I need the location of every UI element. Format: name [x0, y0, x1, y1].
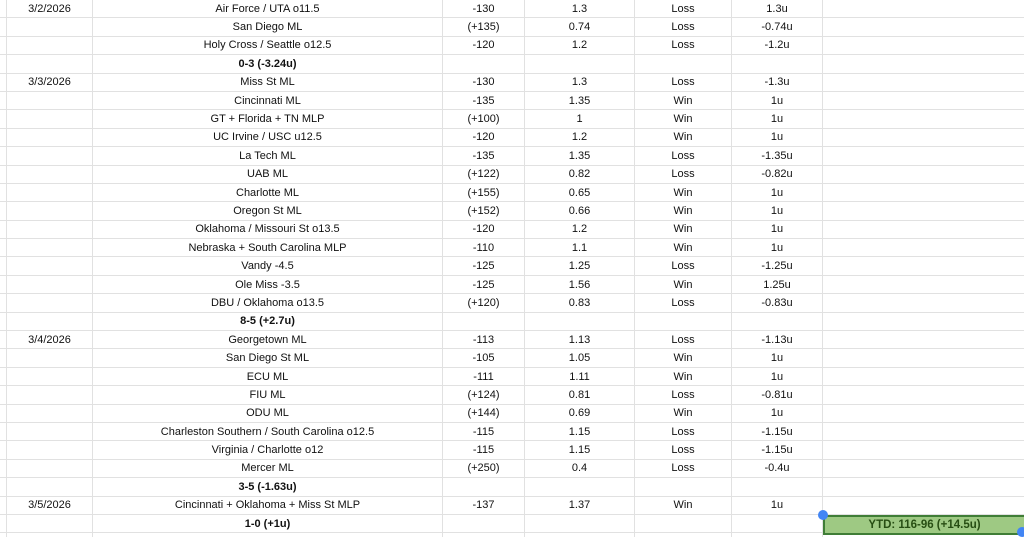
- risk-units-cell[interactable]: 1.13: [525, 331, 635, 349]
- empty-cell[interactable]: [0, 276, 7, 294]
- risk-units-cell[interactable]: 1.37: [525, 497, 635, 515]
- result-cell[interactable]: Win: [635, 202, 732, 220]
- bet-cell[interactable]: Virginia / Charlotte o12: [93, 441, 443, 459]
- odds-cell[interactable]: -111: [443, 368, 525, 386]
- net-units-cell[interactable]: -1.25u: [732, 257, 823, 275]
- empty-cell[interactable]: [823, 313, 1024, 331]
- odds-cell[interactable]: -135: [443, 147, 525, 165]
- odds-cell[interactable]: -135: [443, 92, 525, 110]
- result-cell[interactable]: Loss: [635, 294, 732, 312]
- result-cell[interactable]: Win: [635, 110, 732, 128]
- result-cell[interactable]: Win: [635, 92, 732, 110]
- date-cell[interactable]: [7, 92, 93, 110]
- empty-cell[interactable]: [0, 441, 7, 459]
- result-cell[interactable]: Win: [635, 276, 732, 294]
- bet-cell[interactable]: Holy Cross / Seattle o12.5: [93, 37, 443, 55]
- bet-cell[interactable]: Ole Miss -3.5: [93, 276, 443, 294]
- bet-cell[interactable]: ODU ML: [93, 405, 443, 423]
- empty-cell[interactable]: [0, 110, 7, 128]
- odds-cell[interactable]: (+122): [443, 166, 525, 184]
- sheet-row: [0, 423, 1024, 441]
- empty-cell[interactable]: [823, 497, 1024, 515]
- date-cell[interactable]: [7, 239, 93, 257]
- bet-cell[interactable]: Georgetown ML: [93, 331, 443, 349]
- result-cell[interactable]: Loss: [635, 147, 732, 165]
- bet-cell[interactable]: Oregon St ML: [93, 202, 443, 220]
- risk-units-cell[interactable]: 1.35: [525, 147, 635, 165]
- sheet-row: [0, 37, 1024, 55]
- day-summary-cell[interactable]: 3-5 (-1.63u): [93, 478, 443, 496]
- empty-cell[interactable]: [823, 202, 1024, 220]
- empty-cell[interactable]: [823, 276, 1024, 294]
- empty-cell[interactable]: [823, 221, 1024, 239]
- bet-cell[interactable]: Cincinnati ML: [93, 92, 443, 110]
- empty-cell[interactable]: [0, 74, 7, 92]
- empty-cell[interactable]: [0, 92, 7, 110]
- result-cell[interactable]: Loss: [635, 18, 732, 36]
- empty-cell[interactable]: [823, 74, 1024, 92]
- sheet-row: [0, 497, 1024, 515]
- date-cell[interactable]: [7, 147, 93, 165]
- empty-cell[interactable]: [0, 294, 7, 312]
- sheet-row: [0, 313, 1024, 331]
- risk-units-cell[interactable]: 0.66: [525, 202, 635, 220]
- empty-cell[interactable]: [0, 386, 7, 404]
- bet-cell[interactable]: ECU ML: [93, 368, 443, 386]
- bet-cell[interactable]: Miss St ML: [93, 74, 443, 92]
- date-cell[interactable]: [7, 368, 93, 386]
- empty-cell[interactable]: [823, 386, 1024, 404]
- odds-cell[interactable]: (+144): [443, 405, 525, 423]
- date-cell[interactable]: [7, 37, 93, 55]
- net-units-cell[interactable]: 1u: [732, 368, 823, 386]
- empty-cell[interactable]: [732, 515, 823, 533]
- empty-cell[interactable]: [525, 478, 635, 496]
- risk-units-cell[interactable]: 0.83: [525, 294, 635, 312]
- empty-cell[interactable]: [443, 515, 525, 533]
- odds-cell[interactable]: -125: [443, 257, 525, 275]
- date-cell[interactable]: [7, 405, 93, 423]
- result-cell[interactable]: Loss: [635, 0, 732, 18]
- empty-cell[interactable]: [823, 129, 1024, 147]
- empty-cell[interactable]: [443, 478, 525, 496]
- sheet-row: [0, 441, 1024, 459]
- empty-cell[interactable]: [823, 349, 1024, 367]
- empty-cell[interactable]: [0, 497, 7, 515]
- sheet-row: [0, 55, 1024, 73]
- odds-cell[interactable]: -137: [443, 497, 525, 515]
- risk-units-cell[interactable]: 1.05: [525, 349, 635, 367]
- empty-cell[interactable]: [823, 294, 1024, 312]
- empty-cell[interactable]: [732, 478, 823, 496]
- net-units-cell[interactable]: 1u: [732, 497, 823, 515]
- empty-cell[interactable]: [7, 515, 93, 533]
- sheet-row: [0, 110, 1024, 128]
- odds-cell[interactable]: (+100): [443, 110, 525, 128]
- net-units-cell[interactable]: 1u: [732, 405, 823, 423]
- sheet-row: [0, 368, 1024, 386]
- empty-cell[interactable]: [823, 18, 1024, 36]
- empty-cell[interactable]: [823, 37, 1024, 55]
- bet-cell[interactable]: Oklahoma / Missouri St o13.5: [93, 221, 443, 239]
- date-cell[interactable]: [7, 276, 93, 294]
- risk-units-cell[interactable]: 1.15: [525, 423, 635, 441]
- risk-units-cell[interactable]: 0.69: [525, 405, 635, 423]
- empty-cell[interactable]: [7, 55, 93, 73]
- result-cell[interactable]: Loss: [635, 74, 732, 92]
- empty-cell[interactable]: [525, 55, 635, 73]
- empty-cell[interactable]: [443, 55, 525, 73]
- empty-cell[interactable]: [823, 147, 1024, 165]
- risk-units-cell[interactable]: 1.3: [525, 0, 635, 18]
- empty-cell[interactable]: [7, 478, 93, 496]
- net-units-cell[interactable]: -0.81u: [732, 386, 823, 404]
- result-cell[interactable]: Win: [635, 129, 732, 147]
- net-units-cell[interactable]: 1u: [732, 129, 823, 147]
- net-units-cell[interactable]: 1u: [732, 202, 823, 220]
- bet-cell[interactable]: Charleston Southern / South Carolina o12.5: [93, 423, 443, 441]
- result-cell[interactable]: Win: [635, 239, 732, 257]
- sheet-row: [0, 0, 1024, 18]
- sheet-row: [0, 221, 1024, 239]
- day-summary-cell[interactable]: 8-5 (+2.7u): [93, 313, 443, 331]
- empty-cell[interactable]: [0, 423, 7, 441]
- bet-cell[interactable]: GT + Florida + TN MLP: [93, 110, 443, 128]
- bet-cell[interactable]: Nebraska + South Carolina MLP: [93, 239, 443, 257]
- risk-units-cell[interactable]: 0.74: [525, 18, 635, 36]
- date-cell[interactable]: [7, 184, 93, 202]
- empty-cell[interactable]: [443, 313, 525, 331]
- empty-cell[interactable]: [0, 257, 7, 275]
- empty-cell[interactable]: [0, 368, 7, 386]
- empty-cell[interactable]: [525, 515, 635, 533]
- sheet-row: [0, 349, 1024, 367]
- net-units-cell[interactable]: -1.3u: [732, 74, 823, 92]
- date-cell[interactable]: 3/3/2026: [7, 74, 93, 92]
- empty-cell[interactable]: [7, 533, 93, 537]
- risk-units-cell[interactable]: 0.4: [525, 460, 635, 478]
- empty-cell[interactable]: [823, 92, 1024, 110]
- date-cell[interactable]: 3/2/2026: [7, 0, 93, 18]
- empty-cell[interactable]: [635, 478, 732, 496]
- net-units-cell[interactable]: -0.74u: [732, 18, 823, 36]
- odds-cell[interactable]: (+120): [443, 294, 525, 312]
- sheet-row: [0, 294, 1024, 312]
- empty-cell[interactable]: [0, 184, 7, 202]
- sheet-row: [0, 331, 1024, 349]
- sheet-row: [0, 166, 1024, 184]
- sheet-row: [0, 147, 1024, 165]
- date-cell[interactable]: [7, 386, 93, 404]
- empty-cell[interactable]: [0, 166, 7, 184]
- date-cell[interactable]: [7, 257, 93, 275]
- net-units-cell[interactable]: -1.15u: [732, 441, 823, 459]
- empty-cell[interactable]: [823, 184, 1024, 202]
- empty-cell[interactable]: [732, 55, 823, 73]
- bet-cell[interactable]: DBU / Oklahoma o13.5: [93, 294, 443, 312]
- odds-cell[interactable]: (+155): [443, 184, 525, 202]
- risk-units-cell[interactable]: 1.35: [525, 92, 635, 110]
- result-cell[interactable]: Loss: [635, 423, 732, 441]
- empty-cell[interactable]: [823, 460, 1024, 478]
- net-units-cell[interactable]: 1u: [732, 92, 823, 110]
- odds-cell[interactable]: -115: [443, 441, 525, 459]
- ytd-summary-cell[interactable]: YTD: 116-96 (+14.5u): [823, 515, 1024, 534]
- result-cell[interactable]: Win: [635, 184, 732, 202]
- risk-units-cell[interactable]: 1.2: [525, 37, 635, 55]
- empty-cell[interactable]: [7, 313, 93, 331]
- empty-cell[interactable]: [823, 166, 1024, 184]
- result-cell[interactable]: Win: [635, 405, 732, 423]
- empty-cell[interactable]: [732, 313, 823, 331]
- sheet-row: [0, 478, 1024, 496]
- empty-cell[interactable]: [0, 147, 7, 165]
- empty-cell[interactable]: [823, 110, 1024, 128]
- net-units-cell[interactable]: -0.82u: [732, 166, 823, 184]
- odds-cell[interactable]: (+152): [443, 202, 525, 220]
- date-cell[interactable]: [7, 349, 93, 367]
- selection-handle-bottom-right-icon[interactable]: [1017, 527, 1024, 537]
- empty-cell[interactable]: [823, 478, 1024, 496]
- odds-cell[interactable]: (+250): [443, 460, 525, 478]
- odds-cell[interactable]: -120: [443, 37, 525, 55]
- risk-units-cell[interactable]: 1.2: [525, 129, 635, 147]
- sheet-row: [0, 184, 1024, 202]
- date-cell[interactable]: [7, 460, 93, 478]
- odds-cell[interactable]: (+135): [443, 18, 525, 36]
- bet-cell[interactable]: FIU ML: [93, 386, 443, 404]
- risk-units-cell[interactable]: 1.1: [525, 239, 635, 257]
- empty-cell[interactable]: [0, 331, 7, 349]
- risk-units-cell[interactable]: 1.25: [525, 257, 635, 275]
- risk-units-cell[interactable]: 0.81: [525, 386, 635, 404]
- result-cell[interactable]: Loss: [635, 257, 732, 275]
- date-cell[interactable]: [7, 294, 93, 312]
- date-cell[interactable]: [7, 110, 93, 128]
- odds-cell[interactable]: -113: [443, 331, 525, 349]
- day-summary-cell[interactable]: 0-3 (-3.24u): [93, 55, 443, 73]
- date-cell[interactable]: [7, 221, 93, 239]
- risk-units-cell[interactable]: 0.65: [525, 184, 635, 202]
- odds-cell[interactable]: -130: [443, 74, 525, 92]
- date-cell[interactable]: 3/4/2026: [7, 331, 93, 349]
- empty-cell[interactable]: [823, 55, 1024, 73]
- result-cell[interactable]: Win: [635, 349, 732, 367]
- sheet-row: [0, 386, 1024, 404]
- empty-cell[interactable]: [823, 405, 1024, 423]
- date-cell[interactable]: [7, 423, 93, 441]
- result-cell[interactable]: Loss: [635, 37, 732, 55]
- risk-units-cell[interactable]: 1.11: [525, 368, 635, 386]
- risk-units-cell[interactable]: 1.3: [525, 74, 635, 92]
- empty-cell[interactable]: [635, 515, 732, 533]
- result-cell[interactable]: Win: [635, 368, 732, 386]
- sheet-row: [0, 257, 1024, 275]
- net-units-cell[interactable]: 1.3u: [732, 0, 823, 18]
- empty-cell[interactable]: [823, 368, 1024, 386]
- empty-cell[interactable]: [0, 18, 7, 36]
- bet-cell[interactable]: San Diego St ML: [93, 349, 443, 367]
- day-summary-cell[interactable]: [93, 533, 443, 537]
- sheet-row: [0, 405, 1024, 423]
- sheet-row: [0, 460, 1024, 478]
- empty-cell[interactable]: [823, 0, 1024, 18]
- empty-cell[interactable]: [0, 239, 7, 257]
- empty-cell[interactable]: [635, 313, 732, 331]
- risk-units-cell[interactable]: 1.15: [525, 441, 635, 459]
- net-units-cell[interactable]: -0.83u: [732, 294, 823, 312]
- empty-cell[interactable]: [635, 55, 732, 73]
- odds-cell[interactable]: -130: [443, 0, 525, 18]
- day-summary-cell[interactable]: 1-0 (+1u): [93, 515, 443, 533]
- sheet-row: [0, 202, 1024, 220]
- risk-units-cell[interactable]: 1.56: [525, 276, 635, 294]
- empty-cell[interactable]: [823, 257, 1024, 275]
- empty-cell[interactable]: [443, 533, 525, 537]
- net-units-cell[interactable]: 1u: [732, 184, 823, 202]
- sheet-row: [0, 239, 1024, 257]
- empty-cell[interactable]: [525, 533, 635, 537]
- date-cell[interactable]: [7, 18, 93, 36]
- bet-cell[interactable]: San Diego ML: [93, 18, 443, 36]
- result-cell[interactable]: Win: [635, 221, 732, 239]
- sheet-row: [0, 18, 1024, 36]
- result-cell[interactable]: Loss: [635, 166, 732, 184]
- empty-cell[interactable]: [732, 533, 823, 537]
- result-cell[interactable]: Win: [635, 497, 732, 515]
- bet-cell[interactable]: La Tech ML: [93, 147, 443, 165]
- empty-cell[interactable]: [0, 515, 7, 533]
- empty-cell[interactable]: [0, 55, 7, 73]
- date-cell[interactable]: [7, 129, 93, 147]
- odds-cell[interactable]: -105: [443, 349, 525, 367]
- odds-cell[interactable]: -110: [443, 239, 525, 257]
- empty-cell[interactable]: [0, 405, 7, 423]
- date-cell[interactable]: [7, 166, 93, 184]
- empty-cell[interactable]: [0, 0, 7, 18]
- sheet-row: [0, 92, 1024, 110]
- net-units-cell[interactable]: -1.2u: [732, 37, 823, 55]
- odds-cell[interactable]: -120: [443, 221, 525, 239]
- bet-cell[interactable]: Charlotte ML: [93, 184, 443, 202]
- net-units-cell[interactable]: -0.4u: [732, 460, 823, 478]
- empty-cell[interactable]: [0, 349, 7, 367]
- risk-units-cell[interactable]: 1.2: [525, 221, 635, 239]
- empty-cell[interactable]: [0, 129, 7, 147]
- empty-cell[interactable]: [635, 533, 732, 537]
- odds-cell[interactable]: (+124): [443, 386, 525, 404]
- odds-cell[interactable]: -125: [443, 276, 525, 294]
- result-cell[interactable]: Loss: [635, 331, 732, 349]
- bet-cell[interactable]: Air Force / UTA o11.5: [93, 0, 443, 18]
- empty-cell[interactable]: [0, 533, 7, 537]
- date-cell[interactable]: [7, 441, 93, 459]
- net-units-cell[interactable]: 1u: [732, 221, 823, 239]
- net-units-cell[interactable]: 1u: [732, 110, 823, 128]
- empty-cell[interactable]: [0, 478, 7, 496]
- net-units-cell[interactable]: -1.35u: [732, 147, 823, 165]
- bet-cell[interactable]: Vandy -4.5: [93, 257, 443, 275]
- empty-cell[interactable]: [823, 441, 1024, 459]
- odds-cell[interactable]: -120: [443, 129, 525, 147]
- bet-cell[interactable]: UC Irvine / USC u12.5: [93, 129, 443, 147]
- result-cell[interactable]: Loss: [635, 441, 732, 459]
- empty-cell[interactable]: [0, 460, 7, 478]
- empty-cell[interactable]: [823, 331, 1024, 349]
- bet-cell[interactable]: UAB ML: [93, 166, 443, 184]
- sheet-row: [0, 129, 1024, 147]
- risk-units-cell[interactable]: 0.82: [525, 166, 635, 184]
- risk-units-cell[interactable]: 1: [525, 110, 635, 128]
- empty-cell[interactable]: [823, 423, 1024, 441]
- net-units-cell[interactable]: 1u: [732, 239, 823, 257]
- sheet-row: [0, 276, 1024, 294]
- net-units-cell[interactable]: 1.25u: [732, 276, 823, 294]
- net-units-cell[interactable]: -1.13u: [732, 331, 823, 349]
- empty-cell[interactable]: [823, 239, 1024, 257]
- result-cell[interactable]: Loss: [635, 460, 732, 478]
- date-cell[interactable]: 3/5/2026: [7, 497, 93, 515]
- empty-cell[interactable]: [0, 37, 7, 55]
- empty-cell[interactable]: [525, 313, 635, 331]
- result-cell[interactable]: Loss: [635, 386, 732, 404]
- bet-cell[interactable]: Mercer ML: [93, 460, 443, 478]
- odds-cell[interactable]: -115: [443, 423, 525, 441]
- selection-handle-top-left-icon[interactable]: [818, 510, 828, 520]
- sheet-row: [0, 74, 1024, 92]
- net-units-cell[interactable]: -1.15u: [732, 423, 823, 441]
- empty-cell[interactable]: [0, 313, 7, 331]
- bet-cell[interactable]: Cincinnati + Oklahoma + Miss St MLP: [93, 497, 443, 515]
- date-cell[interactable]: [7, 202, 93, 220]
- empty-cell[interactable]: [0, 221, 7, 239]
- empty-cell[interactable]: [0, 202, 7, 220]
- net-units-cell[interactable]: 1u: [732, 349, 823, 367]
